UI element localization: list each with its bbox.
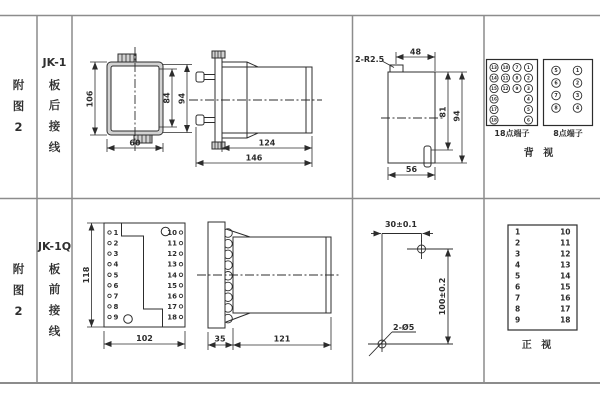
fv-pin-left: 3 [113,250,119,259]
table-pin-right: 15 [560,282,571,292]
figure-label-top: 附图2 [12,78,25,134]
jk1q-side-view [197,222,341,350]
fv-pin-left: 5 [113,271,119,280]
dim-102: 102 [136,334,153,343]
t18-pin: 12 [502,86,509,91]
wiring-type-bottom: 板前接线 [48,261,61,338]
table-pin-left: 4 [515,260,521,270]
dim-106: 106 [85,90,95,108]
t18-pin: 8 [515,75,519,81]
t18-pin: 1 [527,65,530,70]
dim-48: 48 [409,47,422,57]
table-grid [0,16,600,384]
t18-pin: 3 [527,86,530,91]
t18-pin: 16 [491,96,497,102]
terminal-number-table [508,225,577,330]
table-pin-right: 11 [560,238,571,248]
front-view-caption: 正 视 [521,340,555,351]
terminal-block-8pt [544,60,593,139]
rear-view-caption: 背 视 [523,148,557,159]
jk1-panel-cutout-view [355,48,467,181]
dim-81: 81 [438,106,448,118]
t18-pin: 15 [491,86,497,91]
t18-pin: 17 [491,107,497,112]
fv-pin-left: 7 [113,292,119,301]
t18-pin: 2 [527,75,530,81]
t8-pin: 1 [575,69,580,75]
table-pin-right: 10 [560,227,571,237]
fv-pin-left: 1 [113,229,119,237]
table-pin-left: 5 [515,271,521,281]
t8-pin: 8 [554,106,558,112]
t18-pin: 7 [515,65,519,70]
fv-pin-left: 4 [113,260,119,269]
dim-124: 124 [258,138,276,148]
fv-pin-right: 11 [167,239,177,248]
t8-pin: 4 [575,106,580,112]
table-pin-right: 14 [560,271,571,281]
dim-56: 56 [405,165,418,174]
dim-94-cutout: 94 [452,110,462,122]
dim-118: 118 [82,266,91,284]
t18-pin: 5 [527,107,530,112]
t8-label: 8点端子 [553,129,583,138]
model-name-jk1q: JK-1Q [37,239,72,253]
table-pin-left: 2 [515,238,521,248]
fv-pin-left: 9 [113,313,119,322]
drilling-template [368,220,453,356]
t8-pin: 6 [554,81,558,87]
table-pin-left: 8 [515,304,521,314]
t18-pin: 4 [527,96,530,102]
table-pin-left: 1 [515,227,521,237]
table-pin-left: 9 [515,315,521,325]
fv-pin-right: 17 [167,302,177,311]
dim-121: 121 [273,334,291,344]
terminal-block-18pt [487,60,538,139]
dim-94: 94 [177,92,187,105]
dim-60: 60 [129,138,141,148]
fv-pin-right: 13 [167,260,177,269]
t8-pin: 5 [554,69,558,75]
t8-pin: 2 [575,81,580,87]
fv-pin-right: 10 [167,229,177,237]
dim-146: 146 [245,153,263,163]
t18-pin: 10 [502,65,509,70]
table-pin-right: 16 [560,293,571,303]
t18-pin: 13 [491,65,497,70]
fv-pin-left: 6 [113,281,119,290]
jk1q-front-view [82,223,185,349]
t18-pin: 9 [515,86,519,91]
table-pin-left: 7 [515,293,521,303]
fv-pin-right: 18 [167,313,177,322]
radius-callout: 2-R2.5 [355,55,385,64]
t18-pin: 14 [491,75,497,81]
t18-pin: 6 [527,117,530,123]
table-pin-right: 18 [560,315,571,325]
table-pin-right: 17 [560,304,571,314]
jk1-rear-outline-view [86,47,193,152]
table-pin-right: 13 [560,260,571,270]
model-name-jk1: JK-1 [42,55,67,69]
t18-pin: 18 [491,117,497,123]
t18-label: 18点端子 [494,129,530,138]
t8-pin: 3 [575,94,580,100]
t8-pin: 7 [554,94,558,100]
holes-callout: 2-Ø5 [393,323,415,332]
table-pin-right: 12 [560,249,571,259]
table-pin-left: 6 [515,282,521,292]
fv-pin-left: 8 [113,302,119,311]
dim-100: 100±0.2 [438,277,447,316]
fv-pin-right: 12 [167,250,177,259]
dim-30: 30±0.1 [384,220,418,229]
wiring-type-top: 板后接线 [48,77,61,154]
table-pin-left: 3 [515,249,521,259]
dim-84: 84 [162,92,172,104]
fv-pin-left: 2 [113,239,119,248]
jk1-side-view [189,51,322,167]
t18-pin: 11 [502,75,509,81]
fv-pin-right: 16 [167,292,177,301]
dim-35: 35 [214,334,226,344]
fv-pin-right: 14 [167,271,177,280]
figure-label-bottom: 附图2 [12,262,25,318]
fv-pin-right: 15 [167,281,177,290]
